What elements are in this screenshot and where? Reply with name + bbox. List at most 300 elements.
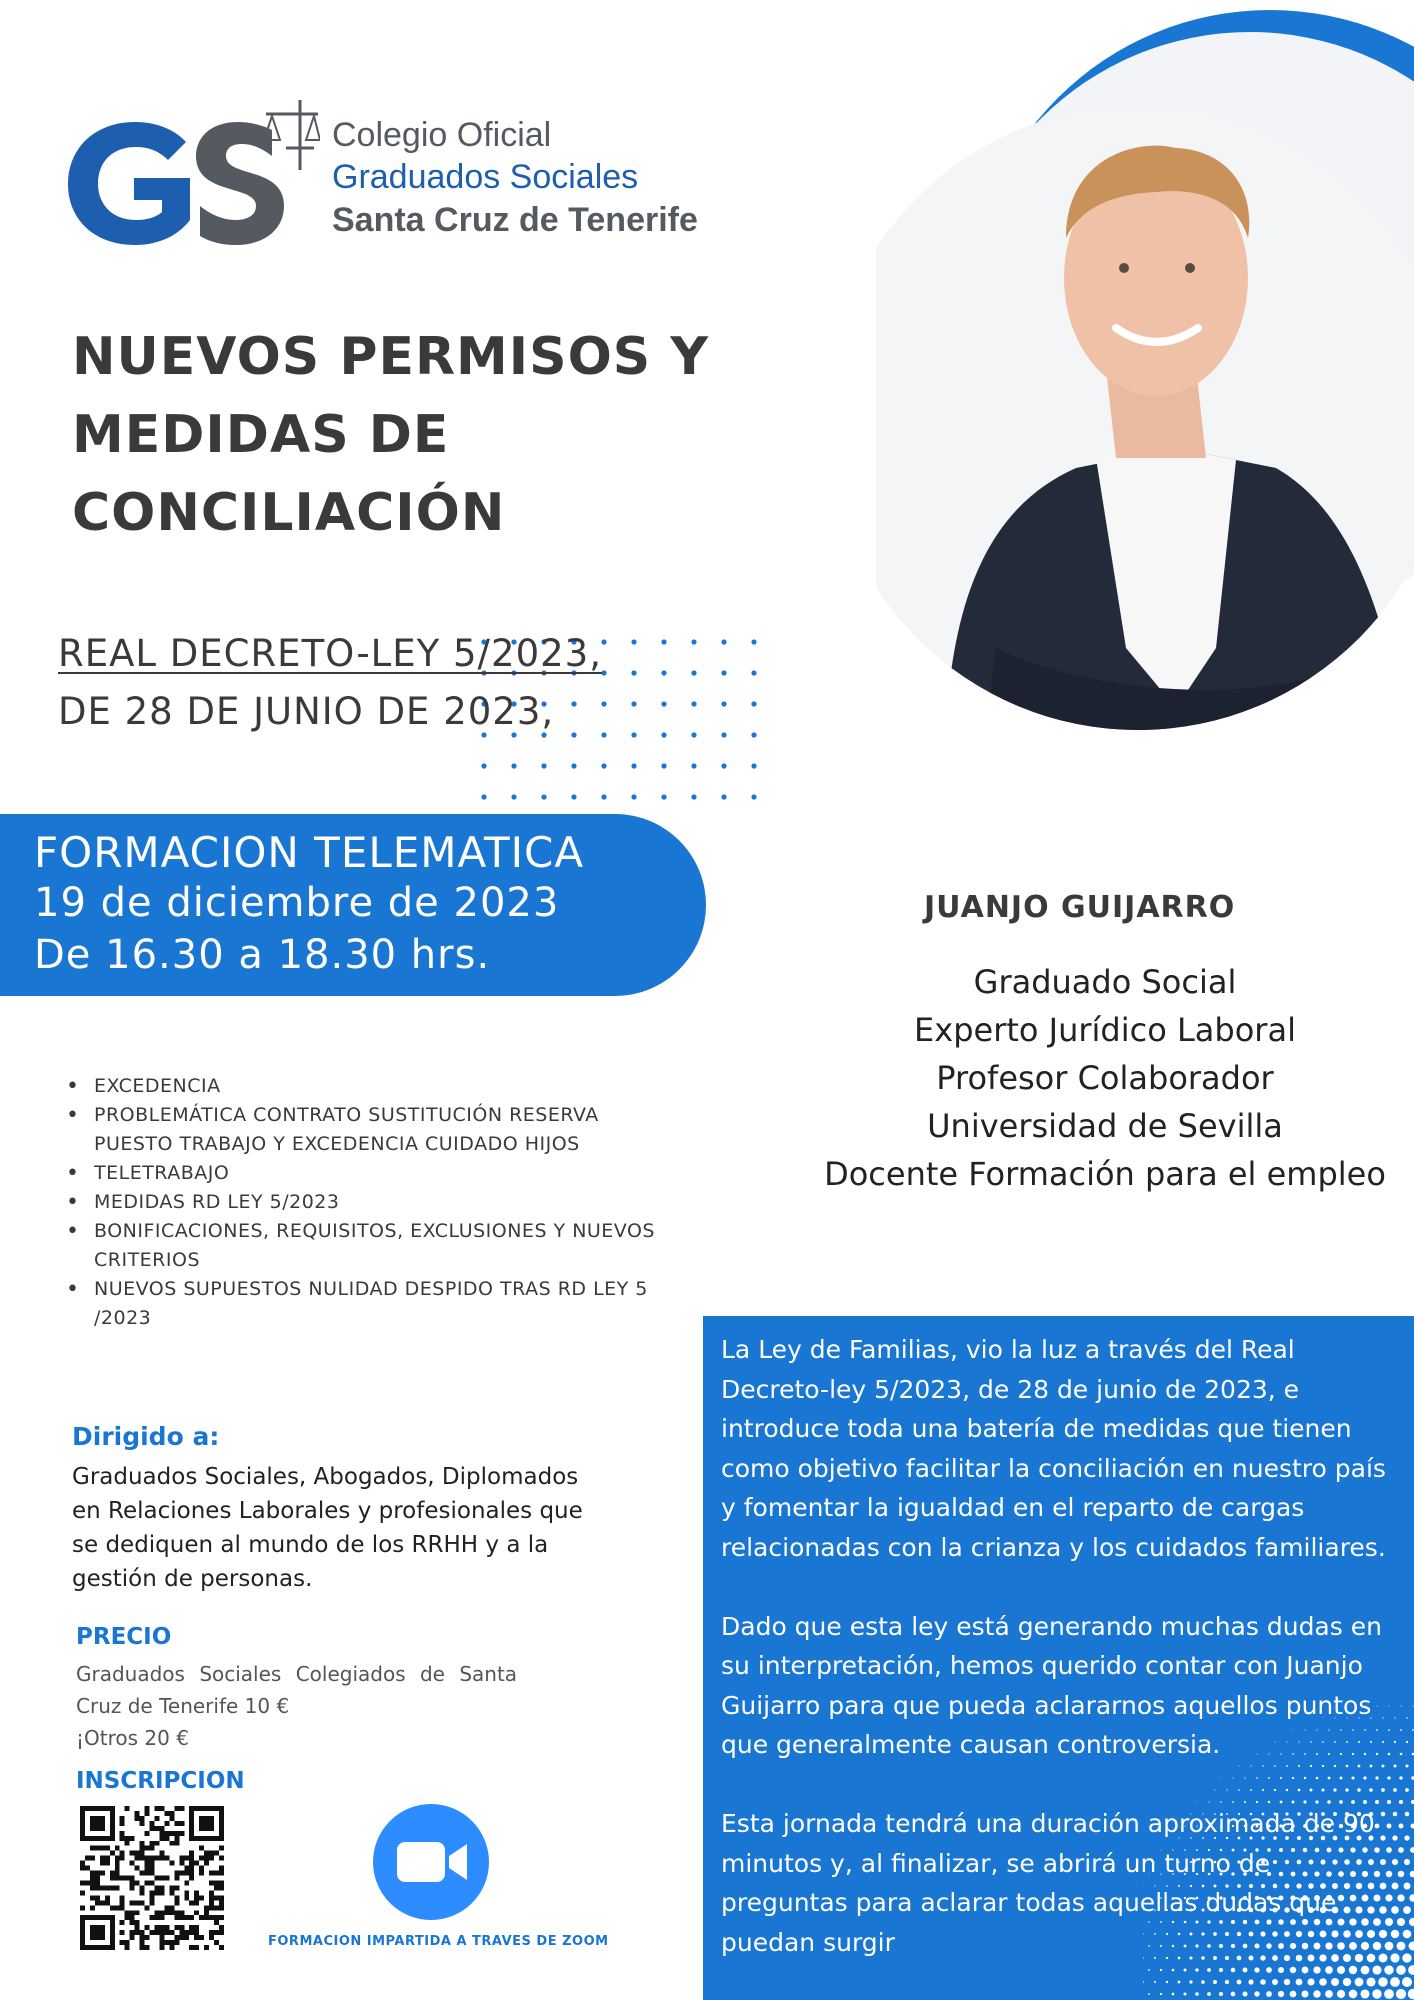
qr-module bbox=[145, 1871, 150, 1876]
qr-module bbox=[90, 1895, 95, 1900]
qr-module bbox=[159, 1915, 164, 1920]
qr-module bbox=[219, 1811, 224, 1816]
qr-module bbox=[130, 1861, 135, 1866]
qr-module bbox=[179, 1831, 184, 1836]
qr-module bbox=[145, 1935, 150, 1940]
qr-module bbox=[204, 1851, 209, 1856]
qr-module bbox=[150, 1871, 155, 1876]
qr-module bbox=[145, 1925, 150, 1930]
qr-module bbox=[184, 1856, 189, 1861]
zoom-video-icon[interactable] bbox=[373, 1804, 489, 1920]
qr-module bbox=[85, 1856, 90, 1861]
decree-line-2: DE 28 DE JUNIO DE 2023, bbox=[58, 690, 555, 733]
qr-module bbox=[219, 1895, 224, 1900]
qr-module bbox=[90, 1935, 95, 1940]
qr-module bbox=[115, 1885, 120, 1890]
qr-module bbox=[140, 1871, 145, 1876]
decorative-dot bbox=[721, 732, 726, 737]
qr-module bbox=[204, 1910, 209, 1915]
qr-module bbox=[174, 1915, 179, 1920]
qr-module bbox=[120, 1905, 125, 1910]
qr-module bbox=[169, 1940, 174, 1945]
qr-module bbox=[110, 1811, 115, 1816]
qr-module bbox=[100, 1885, 105, 1890]
qr-module bbox=[194, 1910, 199, 1915]
qr-module bbox=[189, 1930, 194, 1935]
qr-module bbox=[209, 1836, 214, 1841]
qr-module bbox=[110, 1836, 115, 1841]
qr-module bbox=[189, 1826, 194, 1831]
qr-module bbox=[90, 1871, 95, 1876]
halftone-dot bbox=[1409, 1942, 1414, 1951]
qr-module bbox=[80, 1915, 85, 1920]
halftone-dot bbox=[1406, 1765, 1409, 1768]
qr-module bbox=[130, 1880, 135, 1885]
qr-module bbox=[145, 1831, 150, 1836]
qr-module bbox=[150, 1890, 155, 1895]
decorative-dot bbox=[661, 639, 666, 644]
qr-module bbox=[214, 1915, 219, 1920]
qr-module bbox=[80, 1826, 85, 1831]
list-item: • PROBLEMÁTICA CONTRATO SUSTITUCIÓN RESERVA PUESTO TRABAJO Y EXCEDENCIA CUIDADO HIJOS bbox=[66, 1101, 666, 1159]
halftone-dot bbox=[1402, 1953, 1411, 1962]
qr-module bbox=[159, 1925, 164, 1930]
qr-module bbox=[184, 1935, 189, 1940]
qr-module bbox=[80, 1880, 85, 1885]
qr-module bbox=[135, 1880, 140, 1885]
qr-module bbox=[150, 1880, 155, 1885]
qr-module bbox=[174, 1871, 179, 1876]
decorative-dot bbox=[721, 794, 726, 799]
qr-module bbox=[194, 1890, 199, 1895]
qr-module bbox=[110, 1930, 115, 1935]
qr-module bbox=[209, 1856, 214, 1861]
decorative-dot bbox=[631, 732, 636, 737]
description-paragraph: La Ley de Familias, vio la luz a través del Real Decreto-ley 5/2023, de 28 de junio de 2023, e introduce toda una batería de medidas que tienen como objetivo facilitar la conciliación en nuestro país y fomentar la igualdad en el reparto de cargas relacionadas con la crianza y los cuidados familiares. bbox=[721, 1335, 1386, 1562]
qr-module bbox=[100, 1871, 105, 1876]
qr-module bbox=[110, 1920, 115, 1925]
decorative-dot bbox=[691, 794, 696, 799]
qr-module bbox=[90, 1885, 95, 1890]
qr-module bbox=[90, 1925, 95, 1930]
qr-module bbox=[145, 1846, 150, 1851]
qr-module bbox=[189, 1866, 194, 1871]
halftone-dot bbox=[1408, 1989, 1414, 1999]
zoom-caption: FORMACION IMPARTIDA A TRAVES DE ZOOM bbox=[268, 1934, 609, 1949]
event-date: 19 de diciembre de 2023 bbox=[34, 880, 560, 926]
decorative-dot bbox=[511, 794, 516, 799]
qr-module bbox=[95, 1876, 100, 1881]
qr-module bbox=[184, 1930, 189, 1935]
qr-module bbox=[209, 1851, 214, 1856]
qr-module bbox=[194, 1900, 199, 1905]
qr-module bbox=[80, 1905, 85, 1910]
audience-text: Graduados Sociales, Abogados, Diplomados en Relaciones Laborales y profesionales que se dediquen al mundo de los RRHH y a la gestión de personas. bbox=[72, 1464, 583, 1592]
qr-module bbox=[189, 1861, 194, 1866]
qr-module bbox=[110, 1826, 115, 1831]
qr-module bbox=[100, 1915, 105, 1920]
qr-module bbox=[174, 1940, 179, 1945]
qr-module bbox=[184, 1895, 189, 1900]
qr-module bbox=[164, 1831, 169, 1836]
qr-module bbox=[135, 1900, 140, 1905]
qr-module bbox=[125, 1876, 130, 1881]
qr-module bbox=[154, 1925, 159, 1930]
price-heading: PRECIO bbox=[76, 1624, 172, 1650]
qr-module bbox=[80, 1890, 85, 1895]
qr-module bbox=[199, 1821, 204, 1826]
qr-module bbox=[85, 1836, 90, 1841]
qr-module bbox=[85, 1866, 90, 1871]
qr-module bbox=[105, 1895, 110, 1900]
qr-module bbox=[159, 1940, 164, 1945]
qr-module bbox=[174, 1876, 179, 1881]
qr-module bbox=[115, 1871, 120, 1876]
list-item: • EXCEDENCIA bbox=[66, 1072, 666, 1101]
registration-heading: INSCRIPCION bbox=[76, 1768, 245, 1794]
qr-module bbox=[90, 1876, 95, 1881]
qr-module bbox=[110, 1935, 115, 1940]
qr-module bbox=[140, 1930, 145, 1935]
qr-module bbox=[125, 1940, 130, 1945]
qr-module bbox=[189, 1806, 194, 1811]
decorative-dot bbox=[631, 701, 636, 706]
qr-module bbox=[110, 1871, 115, 1876]
qr-module bbox=[164, 1940, 169, 1945]
qr-module bbox=[179, 1915, 184, 1920]
decorative-dot bbox=[541, 794, 546, 799]
title-line-1: NUEVOS PERMISOS Y bbox=[72, 327, 709, 387]
price-line-2: Cruz de Tenerife 10 € bbox=[76, 1694, 290, 1718]
qr-module bbox=[169, 1861, 174, 1866]
qr-module bbox=[199, 1895, 204, 1900]
qr-module bbox=[199, 1871, 204, 1876]
qr-module bbox=[125, 1915, 130, 1920]
price-line-1: Graduados Sociales Colegiados de Santa bbox=[76, 1662, 518, 1686]
qr-code-icon[interactable] bbox=[80, 1806, 224, 1950]
qr-module bbox=[199, 1846, 204, 1851]
decorative-dot bbox=[691, 732, 696, 737]
qr-module bbox=[80, 1935, 85, 1940]
decree-line-1: REAL DECRETO-LEY 5/2023, bbox=[58, 632, 602, 675]
qr-module bbox=[140, 1846, 145, 1851]
decorative-dot bbox=[751, 639, 756, 644]
qr-module bbox=[110, 1915, 115, 1920]
qr-module bbox=[204, 1826, 209, 1831]
qr-module bbox=[219, 1915, 224, 1920]
qr-module bbox=[135, 1910, 140, 1915]
qr-module bbox=[159, 1876, 164, 1881]
qr-module bbox=[90, 1880, 95, 1885]
qr-module bbox=[219, 1836, 224, 1841]
qr-module bbox=[80, 1920, 85, 1925]
description-paragraph: Esta jornada tendrá una duración aproximada de 90 minutos y, al finalizar, se abrirá un turno de preguntas para aclarar todas aquellas dudas que puedan surgir bbox=[721, 1809, 1375, 1957]
qr-module bbox=[150, 1915, 155, 1920]
qr-module bbox=[100, 1846, 105, 1851]
qr-module bbox=[140, 1816, 145, 1821]
qr-module bbox=[135, 1930, 140, 1935]
decorative-dot bbox=[601, 639, 606, 644]
qr-module bbox=[189, 1816, 194, 1821]
decorative-dot bbox=[751, 701, 756, 706]
qr-module bbox=[140, 1841, 145, 1846]
qr-module bbox=[120, 1816, 125, 1821]
qr-module bbox=[110, 1876, 115, 1881]
qr-module bbox=[80, 1816, 85, 1821]
qr-module bbox=[95, 1885, 100, 1890]
qr-module bbox=[130, 1885, 135, 1890]
qr-module bbox=[184, 1871, 189, 1876]
qr-module bbox=[194, 1935, 199, 1940]
qr-module bbox=[214, 1871, 219, 1876]
qr-module bbox=[219, 1871, 224, 1876]
qr-module bbox=[209, 1905, 214, 1910]
qr-module bbox=[100, 1806, 105, 1811]
qr-module bbox=[204, 1806, 209, 1811]
qr-module bbox=[199, 1915, 204, 1920]
speaker-name: JUANJO GUIJARRO bbox=[924, 890, 1236, 925]
decorative-dot bbox=[631, 670, 636, 675]
qr-module bbox=[95, 1935, 100, 1940]
qr-module bbox=[214, 1880, 219, 1885]
qr-module bbox=[130, 1915, 135, 1920]
qr-module bbox=[145, 1806, 150, 1811]
qr-module bbox=[179, 1861, 184, 1866]
qr-module bbox=[85, 1915, 90, 1920]
event-mode: FORMACION TELEMATICA bbox=[34, 828, 585, 877]
decorative-dot bbox=[541, 763, 546, 768]
decorative-dot bbox=[481, 794, 486, 799]
qr-module bbox=[115, 1866, 120, 1871]
qr-module bbox=[184, 1866, 189, 1871]
qr-module bbox=[145, 1945, 150, 1950]
qr-module bbox=[120, 1836, 125, 1841]
qr-module bbox=[85, 1880, 90, 1885]
qr-module bbox=[130, 1851, 135, 1856]
gs-logo-mark bbox=[60, 100, 320, 250]
qr-module bbox=[90, 1945, 95, 1950]
qr-module bbox=[169, 1885, 174, 1890]
qr-module bbox=[110, 1940, 115, 1945]
decorative-dot bbox=[661, 701, 666, 706]
qr-module bbox=[174, 1925, 179, 1930]
qr-module bbox=[90, 1930, 95, 1935]
qr-module bbox=[174, 1841, 179, 1846]
qr-module bbox=[164, 1811, 169, 1816]
qr-module bbox=[214, 1895, 219, 1900]
qr-module bbox=[154, 1890, 159, 1895]
qr-module bbox=[164, 1925, 169, 1930]
qr-module bbox=[95, 1925, 100, 1930]
qr-module bbox=[100, 1836, 105, 1841]
qr-module bbox=[189, 1851, 194, 1856]
halftone-dot bbox=[1404, 1859, 1410, 1865]
qr-module bbox=[115, 1856, 120, 1861]
qr-module bbox=[140, 1940, 145, 1945]
halftone-dot bbox=[1405, 1788, 1409, 1792]
decorative-dot bbox=[601, 732, 606, 737]
qr-module bbox=[199, 1826, 204, 1831]
qr-module bbox=[209, 1915, 214, 1920]
qr-module bbox=[110, 1851, 115, 1856]
qr-module bbox=[219, 1905, 224, 1910]
qr-module bbox=[189, 1876, 194, 1881]
halftone-dot bbox=[1406, 1741, 1408, 1743]
qr-module bbox=[110, 1925, 115, 1930]
qr-module bbox=[189, 1925, 194, 1930]
qr-module bbox=[100, 1821, 105, 1826]
qr-module bbox=[204, 1861, 209, 1866]
topics-list bbox=[66, 1072, 666, 1333]
qr-module bbox=[219, 1900, 224, 1905]
qr-module bbox=[204, 1821, 209, 1826]
qr-module bbox=[90, 1836, 95, 1841]
list-item: • BONIFICACIONES, REQUISITOS, EXCLUSIONES Y NUEVOS CRITERIOS bbox=[66, 1217, 666, 1275]
logo-line-graduados: Graduados Sociales bbox=[332, 158, 639, 196]
qr-module bbox=[214, 1806, 219, 1811]
qr-module bbox=[169, 1945, 174, 1950]
qr-module bbox=[95, 1871, 100, 1876]
qr-module bbox=[95, 1836, 100, 1841]
qr-module bbox=[80, 1806, 85, 1811]
qr-module bbox=[120, 1920, 125, 1925]
qr-module bbox=[169, 1930, 174, 1935]
halftone-dot bbox=[1411, 1824, 1414, 1829]
qr-module bbox=[105, 1806, 110, 1811]
speaker-roles bbox=[800, 958, 1410, 1198]
qr-module bbox=[125, 1945, 130, 1950]
qr-module bbox=[135, 1920, 140, 1925]
qr-module bbox=[120, 1856, 125, 1861]
qr-module bbox=[130, 1930, 135, 1935]
qr-module bbox=[219, 1826, 224, 1831]
qr-module bbox=[115, 1861, 120, 1866]
qr-module bbox=[80, 1831, 85, 1836]
qr-module bbox=[179, 1930, 184, 1935]
qr-module bbox=[80, 1861, 85, 1866]
qr-module bbox=[120, 1851, 125, 1856]
qr-module bbox=[95, 1900, 100, 1905]
decorative-dot bbox=[691, 639, 696, 644]
speaker-role: Docente Formación para el empleo bbox=[824, 1155, 1386, 1193]
qr-module bbox=[209, 1930, 214, 1935]
qr-module bbox=[95, 1915, 100, 1920]
decorative-dot bbox=[661, 670, 666, 675]
qr-module bbox=[145, 1866, 150, 1871]
qr-module bbox=[150, 1895, 155, 1900]
decorative-dot bbox=[631, 794, 636, 799]
qr-module bbox=[95, 1821, 100, 1826]
college-logo bbox=[60, 100, 760, 250]
qr-module bbox=[80, 1866, 85, 1871]
qr-module bbox=[159, 1826, 164, 1831]
decorative-dot bbox=[691, 670, 696, 675]
qr-module bbox=[199, 1836, 204, 1841]
qr-module bbox=[80, 1836, 85, 1841]
decorative-dot bbox=[661, 794, 666, 799]
qr-module bbox=[214, 1851, 219, 1856]
qr-module bbox=[179, 1935, 184, 1940]
qr-module bbox=[105, 1915, 110, 1920]
qr-module bbox=[120, 1821, 125, 1826]
halftone-dot bbox=[1409, 1894, 1414, 1901]
qr-module bbox=[169, 1816, 174, 1821]
qr-module bbox=[90, 1846, 95, 1851]
decorative-dot bbox=[571, 794, 576, 799]
qr-module bbox=[140, 1851, 145, 1856]
decorative-dot bbox=[691, 701, 696, 706]
qr-module bbox=[140, 1885, 145, 1890]
qr-module bbox=[179, 1821, 184, 1826]
qr-module bbox=[179, 1871, 184, 1876]
qr-module bbox=[159, 1856, 164, 1861]
qr-module bbox=[80, 1945, 85, 1950]
qr-module bbox=[209, 1826, 214, 1831]
qr-module bbox=[219, 1880, 224, 1885]
speaker-role: Profesor Colaborador bbox=[936, 1059, 1274, 1097]
qr-module bbox=[95, 1826, 100, 1831]
qr-module bbox=[189, 1915, 194, 1920]
qr-module bbox=[145, 1905, 150, 1910]
qr-module bbox=[159, 1910, 164, 1915]
list-item: • TELETRABAJO bbox=[66, 1159, 666, 1188]
qr-module bbox=[159, 1836, 164, 1841]
qr-module bbox=[90, 1905, 95, 1910]
qr-module bbox=[120, 1895, 125, 1900]
qr-module bbox=[140, 1935, 145, 1940]
qr-module bbox=[115, 1876, 120, 1881]
qr-module bbox=[189, 1836, 194, 1841]
qr-module bbox=[150, 1841, 155, 1846]
qr-module bbox=[145, 1880, 150, 1885]
qr-module bbox=[169, 1841, 174, 1846]
page-title bbox=[72, 318, 772, 552]
qr-module bbox=[145, 1856, 150, 1861]
qr-module bbox=[100, 1945, 105, 1950]
qr-module bbox=[90, 1915, 95, 1920]
qr-module bbox=[90, 1856, 95, 1861]
qr-module bbox=[179, 1910, 184, 1915]
qr-module bbox=[150, 1861, 155, 1866]
event-time: De 16.30 a 18.30 hrs. bbox=[34, 932, 491, 978]
qr-module bbox=[169, 1890, 174, 1895]
qr-module bbox=[154, 1816, 159, 1821]
qr-module bbox=[100, 1816, 105, 1821]
halftone-dot bbox=[1406, 1717, 1407, 1718]
qr-module bbox=[110, 1816, 115, 1821]
qr-module bbox=[90, 1816, 95, 1821]
qr-module bbox=[135, 1811, 140, 1816]
qr-module bbox=[194, 1945, 199, 1950]
qr-module bbox=[110, 1806, 115, 1811]
qr-module bbox=[169, 1831, 174, 1836]
qr-module bbox=[159, 1930, 164, 1935]
qr-module bbox=[209, 1900, 214, 1905]
qr-module bbox=[120, 1876, 125, 1881]
qr-module bbox=[105, 1856, 110, 1861]
qr-module bbox=[209, 1816, 214, 1821]
qr-module bbox=[110, 1905, 115, 1910]
qr-module bbox=[150, 1900, 155, 1905]
qr-module bbox=[100, 1900, 105, 1905]
qr-module bbox=[100, 1861, 105, 1866]
qr-module bbox=[189, 1811, 194, 1816]
speaker-role: Graduado Social bbox=[973, 963, 1237, 1001]
qr-module bbox=[130, 1876, 135, 1881]
qr-module bbox=[150, 1826, 155, 1831]
qr-module bbox=[159, 1851, 164, 1856]
qr-module bbox=[194, 1930, 199, 1935]
